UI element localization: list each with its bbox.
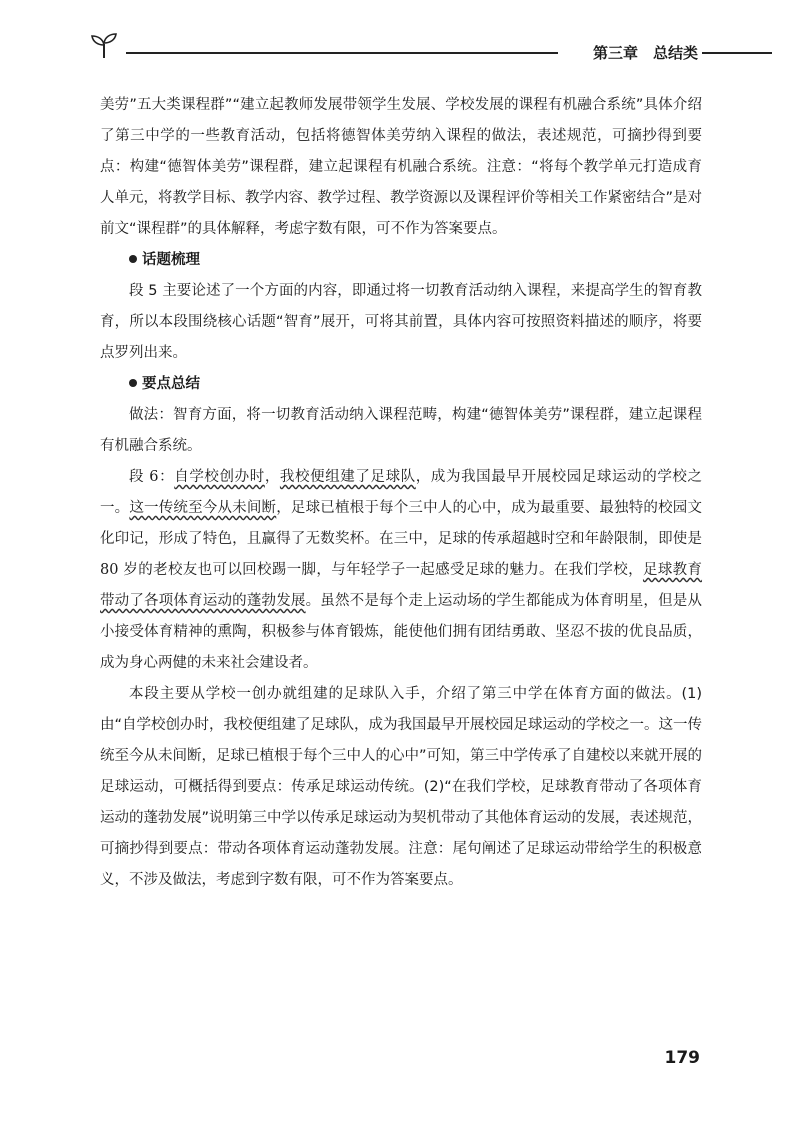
topic-paragraph: 段 5 主要论述了一个方面的内容，即通过将一切教育活动纳入课程，来提高学生的智育教育，所以本段围绕核心话题“智育”展开，可将其前置，具体内容可按照资料描述的顺序，将要点罗列出来。 xyxy=(100,283,702,361)
source-paragraph-6: 段 6：自学校创办时，我校便组建了足球队，成为我国最早开展校园足球运动的学校之一。这一传统至今从未间断，足球已植根于每个三中人的心中，成为最重要、最独特的校园文化印记，形成了特色，且赢得了无数奖杯。在三中，足球的传承超越时空和年龄限制，即使是 80 岁的老校友也可以回校踢一脚，与年轻学子一起感受足球的魅力。在我们学校，足球教育带动了各项体育运动的蓬勃发展。虽然不是每个走上运动场的学生都能成为体育明星，但是从小接受体育精神的熏陶，积极参与体育锻炼，能使他们拥有团结勇敢、坚忍不拔的优良品质，成为身心两健的未来社会建设者。 xyxy=(100,469,703,671)
bullet-icon xyxy=(129,255,137,263)
topic-heading: 话题梳理 xyxy=(100,245,702,276)
sprout-icon xyxy=(88,30,120,60)
underlined-phrase: 这一传统至今从未间断 xyxy=(129,500,277,516)
chapter-title: 第三章 总结类 xyxy=(558,42,702,63)
page-number: 179 xyxy=(664,1048,700,1068)
underlined-phrase: 我校便组建了足球队 xyxy=(279,469,416,485)
underlined-phrase: 自学校创办时 xyxy=(174,469,265,485)
summary-heading: 要点总结 xyxy=(100,369,702,400)
analysis-paragraph-1: 美劳”五大类课程群”“建立起教师发展带领学生发展、学校发展的课程有机融合系统”具体介绍了第三中学的一些教育活动，包括将德智体美劳纳入课程的做法，表述规范，可摘抄得到要点：构建“德智体美劳”课程群，建立起课程有机融合系统。注意：“将每个教学单元打造成育人单元，将教学目标、教学内容、教学过程、教学资源以及课程评价等相关工作紧密结合”是对前文“课程群”的具体解释，考虑字数有限，可不作为答案要点。 xyxy=(100,97,703,237)
header-rule-right xyxy=(700,52,772,54)
analysis-paragraph-2: 本段主要从学校一创办就组建的足球队入手，介绍了第三中学在体育方面的做法。(1) 由“自学校创办时，我校便组建了足球队，成为我国最早开展校园足球运动的学校之一。这一传统至今从未间断，足球已植根于每个三中人的心中”可知，第三中学传承了自建校以来就开展的足球运动，可概括得到要点：传承足球运动传统。(2)“在我们学校，足球教育带动了各项体育运动的蓬勃发展”说明第三中学以传承足球运动为契机带动了其他体育运动的发展，表述规范，可摘抄得到要点：带动各项体育运动蓬勃发展。注意：尾句阐述了足球运动带给学生的积极意义，不涉及做法，考虑到字数有限，可不作为答案要点。 xyxy=(100,686,703,888)
running-header xyxy=(88,30,772,70)
bullet-icon xyxy=(129,379,137,387)
page-body xyxy=(100,90,702,896)
summary-paragraph: 做法：智育方面，将一切教育活动纳入课程范畴，构建“德智体美劳”课程群，建立起课程有机融合系统。 xyxy=(100,407,702,454)
underlined-phrase: 足球教育带动了各项体育运动的蓬勃发展 xyxy=(100,562,703,609)
